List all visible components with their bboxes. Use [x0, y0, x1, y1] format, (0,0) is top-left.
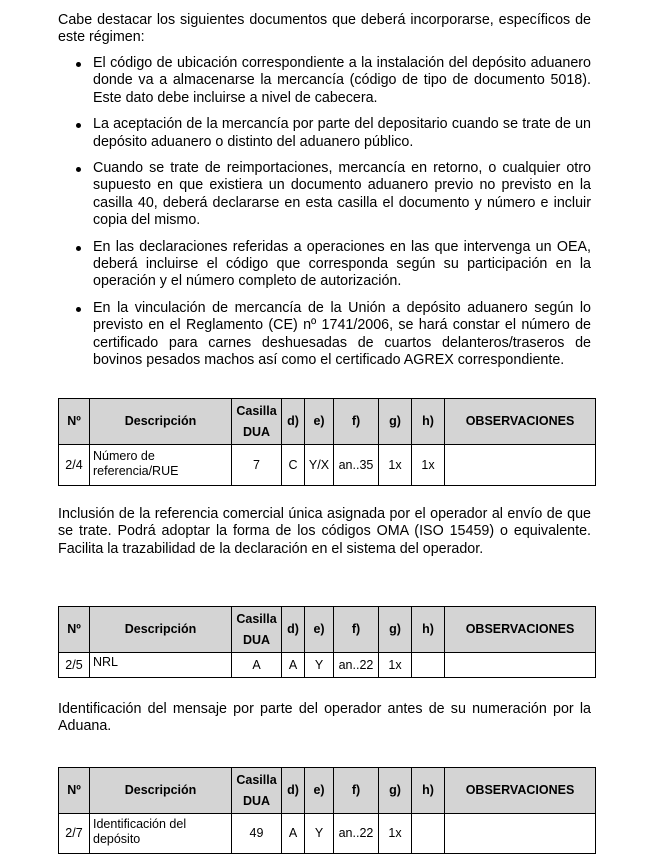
field-table-2-7 [58, 767, 596, 854]
col-observaciones: OBSERVACIONES [445, 399, 596, 445]
col-f: f) [334, 768, 379, 814]
cell-e: Y [305, 653, 334, 678]
intro-paragraph: Cabe destacar los siguientes documentos que deberá incorporarse, específicos de este régimen: [58, 12, 591, 46]
col-observaciones: OBSERVACIONES [445, 607, 596, 653]
table-row [59, 653, 596, 678]
cell-h [412, 814, 445, 854]
col-d: d) [282, 768, 305, 814]
bullet-icon [76, 246, 81, 251]
cell-d: A [282, 814, 305, 854]
col-h: h) [412, 399, 445, 445]
mensaje-paragraph: Identificación del mensaje por parte del operador antes de su numeración por la Aduana. [58, 701, 591, 735]
col-g: g) [379, 399, 412, 445]
col-descripcion: Descripción [90, 768, 232, 814]
bullet-item: En las declaraciones referidas a operaciones en las que intervenga un OEA, deberá incluirse el código que corresponda según su participación en la operación y el número completo de autorización. [58, 239, 591, 291]
col-casilla: Casilla DUA [232, 399, 282, 445]
field-table-2-5 [58, 606, 596, 678]
cell-observaciones [445, 445, 596, 486]
col-f: f) [334, 399, 379, 445]
col-g: g) [379, 768, 412, 814]
bullet-icon [76, 123, 81, 128]
table-row [59, 445, 596, 486]
table-header-row [59, 399, 596, 445]
cell-d: A [282, 653, 305, 678]
col-descripcion: Descripción [90, 399, 232, 445]
cell-f: an..22 [334, 653, 379, 678]
cell-casilla: 49 [232, 814, 282, 854]
table-header-row [59, 768, 596, 814]
cell-d: C [282, 445, 305, 486]
bullet-icon [76, 62, 81, 67]
col-n: Nº [59, 768, 90, 814]
cell-casilla: 7 [232, 445, 282, 486]
cell-observaciones [445, 653, 596, 678]
bullet-icon [76, 167, 81, 172]
cell-f: an..35 [334, 445, 379, 486]
col-e: e) [305, 399, 334, 445]
col-casilla: Casilla DUA [232, 768, 282, 814]
col-d: d) [282, 399, 305, 445]
cell-f: an..22 [334, 814, 379, 854]
cell-descripcion: Identificación del depósito [90, 814, 232, 854]
cell-h [412, 653, 445, 678]
table-header-row [59, 607, 596, 653]
cell-n: 2/5 [59, 653, 90, 678]
cell-descripcion: NRL [90, 653, 232, 678]
cell-observaciones [445, 814, 596, 854]
cell-e: Y [305, 814, 334, 854]
cell-g: 1x [379, 653, 412, 678]
field-table-2-4 [58, 398, 596, 486]
col-h: h) [412, 607, 445, 653]
col-e: e) [305, 607, 334, 653]
table-row [59, 814, 596, 854]
cell-h: 1x [412, 445, 445, 486]
col-n: Nº [59, 399, 90, 445]
bullet-item: En la vinculación de mercancía de la Unión a depósito aduanero según lo previsto en el Reglamento (CE) nº 1741/2006, se hará constar el número de certificado para carnes deshuesadas de cuartos delanteros/traseros de bovinos pesados machos así como el certificado AGREX correspondiente. [58, 300, 591, 370]
nrl-paragraph: Inclusión de la referencia comercial única asignada por el operador al envío de que se trate. Podrá adoptar la forma de los códigos OMA (ISO 15459) o equivalente. Facilita la trazabilidad de la declaración en el sistema del operador. [58, 506, 591, 557]
cell-descripcion: Número de referencia/RUE [90, 445, 232, 486]
col-n: Nº [59, 607, 90, 653]
col-casilla: Casilla DUA [232, 607, 282, 653]
bullet-icon [76, 307, 81, 312]
col-observaciones: OBSERVACIONES [445, 768, 596, 814]
documents-bullet-list [58, 55, 591, 379]
cell-n: 2/7 [59, 814, 90, 854]
col-h: h) [412, 768, 445, 814]
bullet-item: El código de ubicación correspondiente a la instalación del depósito aduanero donde va a almacenarse la mercancía (código de tipo de documento 5018). Este dato debe incluirse a nivel de cabecera. [58, 55, 591, 107]
col-d: d) [282, 607, 305, 653]
col-g: g) [379, 607, 412, 653]
cell-e: Y/X [305, 445, 334, 486]
col-e: e) [305, 768, 334, 814]
cell-n: 2/4 [59, 445, 90, 486]
bullet-item: Cuando se trate de reimportaciones, mercancía en retorno, o cualquier otro supuesto en que existiera un documento aduanero previo no previsto en la casilla 40, deberá declararse en esta casilla el documento y número e incluir copia del mismo. [58, 160, 591, 230]
cell-g: 1x [379, 445, 412, 486]
cell-g: 1x [379, 814, 412, 854]
col-descripcion: Descripción [90, 607, 232, 653]
col-f: f) [334, 607, 379, 653]
cell-casilla: A [232, 653, 282, 678]
bullet-item: La aceptación de la mercancía por parte del depositario cuando se trate de un depósito aduanero o distinto del aduanero público. [58, 116, 591, 151]
